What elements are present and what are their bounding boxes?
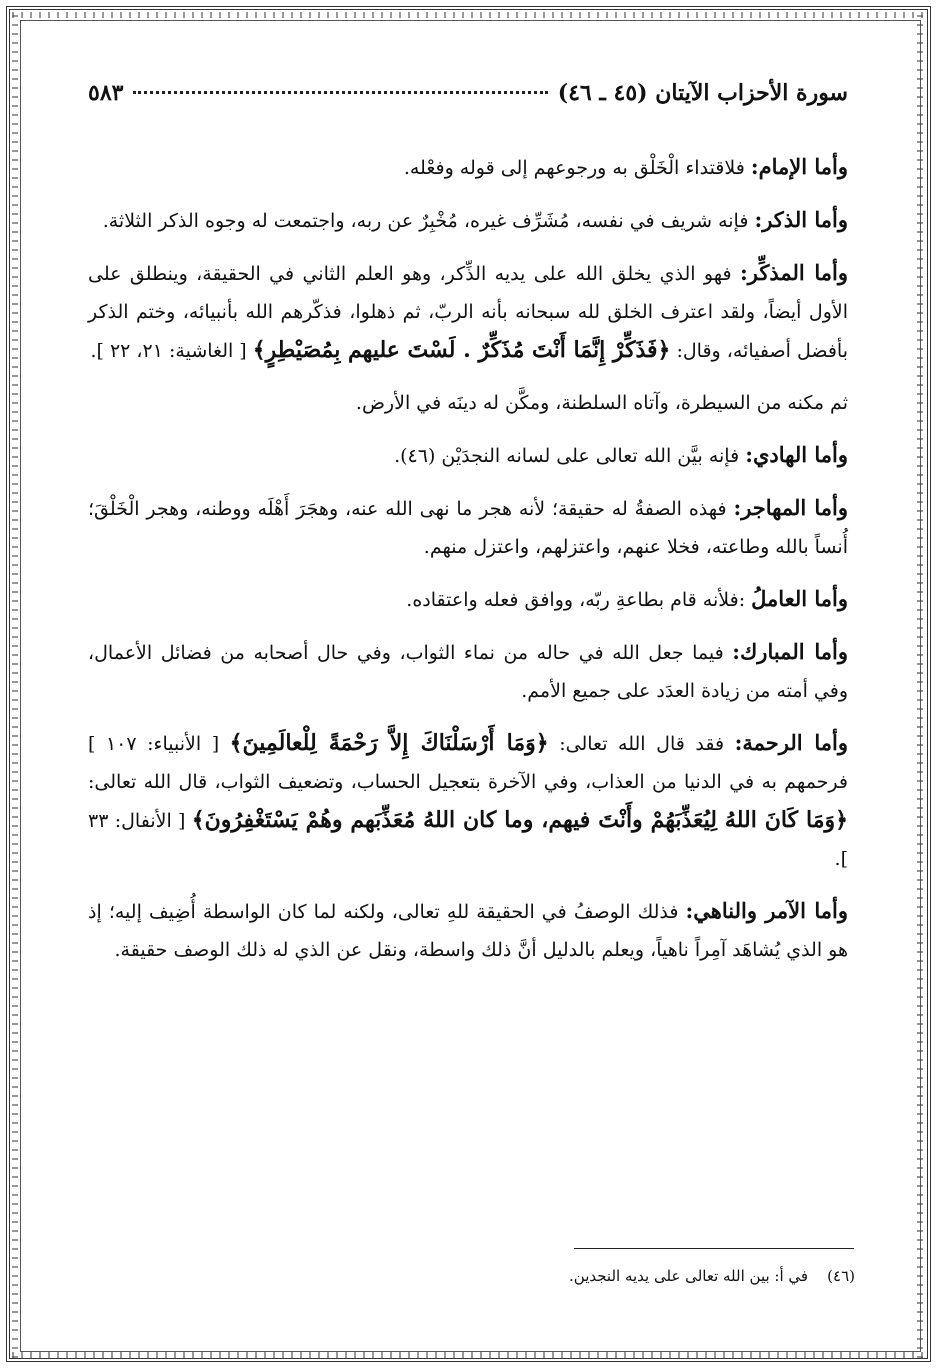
header-title: سورة الأحزاب الآيتان (٤٥ ـ ٤٦) — [557, 80, 848, 106]
verse-reference: [ الأنفال: ٣٣ ]. — [88, 810, 848, 870]
paragraph-text: فيما جعل الله في حاله من نماء الثواب، وفي حال أصحابه من فضائل الأعمال، وفي أمته من زيادة العدَد على جميع الأمم. — [88, 642, 848, 702]
quran-verse: ﴿وَمَا أَرْسَلْنَاكَ إِلاَّ رَحْمَةً لِلْعالَمِينَ﴾ — [229, 730, 549, 756]
term: وأما الذكر: — [754, 207, 848, 232]
term: وأما الآمر والناهي: — [685, 898, 848, 923]
paragraph-text: فإنه شريف في نفسه، مُشَرِّف غيره، مُخْبِرٌ عن ربه، واجتمعت له وجوه الذكر الثلاثة. — [102, 210, 755, 232]
footnote — [135, 1264, 855, 1288]
paragraph-text: فهو الذي يخلق الله على يديه الذِّكر، وهو العلم الثاني في الحقيقة، وينطلق على الأول أيضاً، ولقد اعترف الخلق لله سبحانه بأنه الربّ، ثم ذهلوا، فذكّرهم الله بأنبيائه، وختم الذكر بأفضل أصفيائه، وقال: — [88, 263, 848, 362]
paragraph-amir-nahi — [88, 892, 848, 969]
footnote-text: في أ: بين الله تعالى على يديه النجدين. — [569, 1267, 809, 1285]
paragraph-text: فذلك الوصفُ في الحقيقة للهِ تعالى، ولكنه لما كان الواسطة أُضِيف إليه؛ إذ هو الذي يُشاهَد آمِراً ناهياً، ويعلم بالدليل أنَّ ذلك واسطة، ونقل عن الذي له ذلك الوصف حقيقة. — [88, 901, 848, 961]
paragraph-continuation — [88, 384, 848, 422]
quran-verse: ﴿وَمَا كَانَ اللهُ لِيُعَذِّبَهُمْ وأَنْتَ فيهم، وما كان اللهُ مُعَذِّبَهم وهُمْ يَسْتَغْفِرُونَ﴾ — [191, 807, 848, 833]
paragraph-text: فقد قال الله تعالى: — [548, 733, 735, 755]
term: وأما الهادي: — [745, 442, 848, 467]
paragraph-muhajir — [88, 489, 848, 566]
border-ornament-left — [12, 12, 18, 1358]
paragraph-imam — [88, 148, 848, 187]
paragraph-text: :فلأنه قام بطاعةِ ربّه، ووافق فعله واعتقاده. — [406, 589, 752, 611]
border-ornament-top — [12, 12, 925, 18]
paragraph-amil — [88, 580, 848, 619]
paragraph-rahma — [88, 724, 848, 878]
border-ornament-right — [917, 12, 923, 1358]
paragraph-text: ثم مكنه من السيطرة، وآتاه السلطنة، ومكَّن له دينَه في الأرض. — [355, 392, 848, 414]
term: وأما المهاجر: — [733, 495, 848, 520]
term: وأما المذكِّر: — [739, 260, 849, 285]
quran-verse: ﴿فَذَكِّرْ إِنَّمَا أَنْتَ مُذَكِّرٌ . لَسْتَ عليهم بِمُصَيْطِرٍ﴾ — [252, 337, 671, 363]
paragraph-text: [ الأنبياء: ١٠٧ ] فرحمهم به في الدنيا من العذاب، وفي الآخرة بتعجيل الحساب، وتضعيف الثواب، قال الله تعالى: — [88, 733, 848, 793]
term: وأما الرحمة: — [734, 730, 848, 755]
page-number: ٥٨٣ — [88, 80, 124, 106]
footnote-rule — [574, 1248, 854, 1249]
term: وأما العاملُ — [751, 586, 848, 611]
verse-reference: [ الغاشية: ٢١، ٢٢ ]. — [90, 340, 253, 362]
paragraph-text: فإنه بيَّن الله تعالى على لسانه النجدَيْن (٤٦). — [394, 445, 746, 467]
paragraph-hadi — [88, 436, 848, 475]
paragraph-mubarak — [88, 633, 848, 710]
paragraph-text: فلاقتداء الْخَلْق به ورجوعهم إلى قوله وفعْله. — [403, 157, 751, 179]
paragraph-dhikr — [88, 201, 848, 240]
paragraph-mudhakkir — [88, 254, 848, 370]
running-header — [88, 80, 848, 120]
border-ornament-bottom — [12, 1352, 925, 1358]
page-body — [88, 80, 848, 983]
header-leader-dots — [133, 91, 547, 94]
term: وأما الإمام: — [750, 154, 848, 179]
footnote-marker: (٤٦) — [827, 1267, 855, 1285]
paragraph-text: فهذه الصفةُ له حقيقة؛ لأنه هجر ما نهى الله عنه، وهجَرَ أَهْلَه ووطنه، وهجر الْخَلْقَ؛ أُنساً بالله وطاعته، فخلا عنهم، واعتزلهم، واعتزل منهم. — [88, 498, 848, 558]
term: وأما المبارك: — [732, 639, 848, 664]
